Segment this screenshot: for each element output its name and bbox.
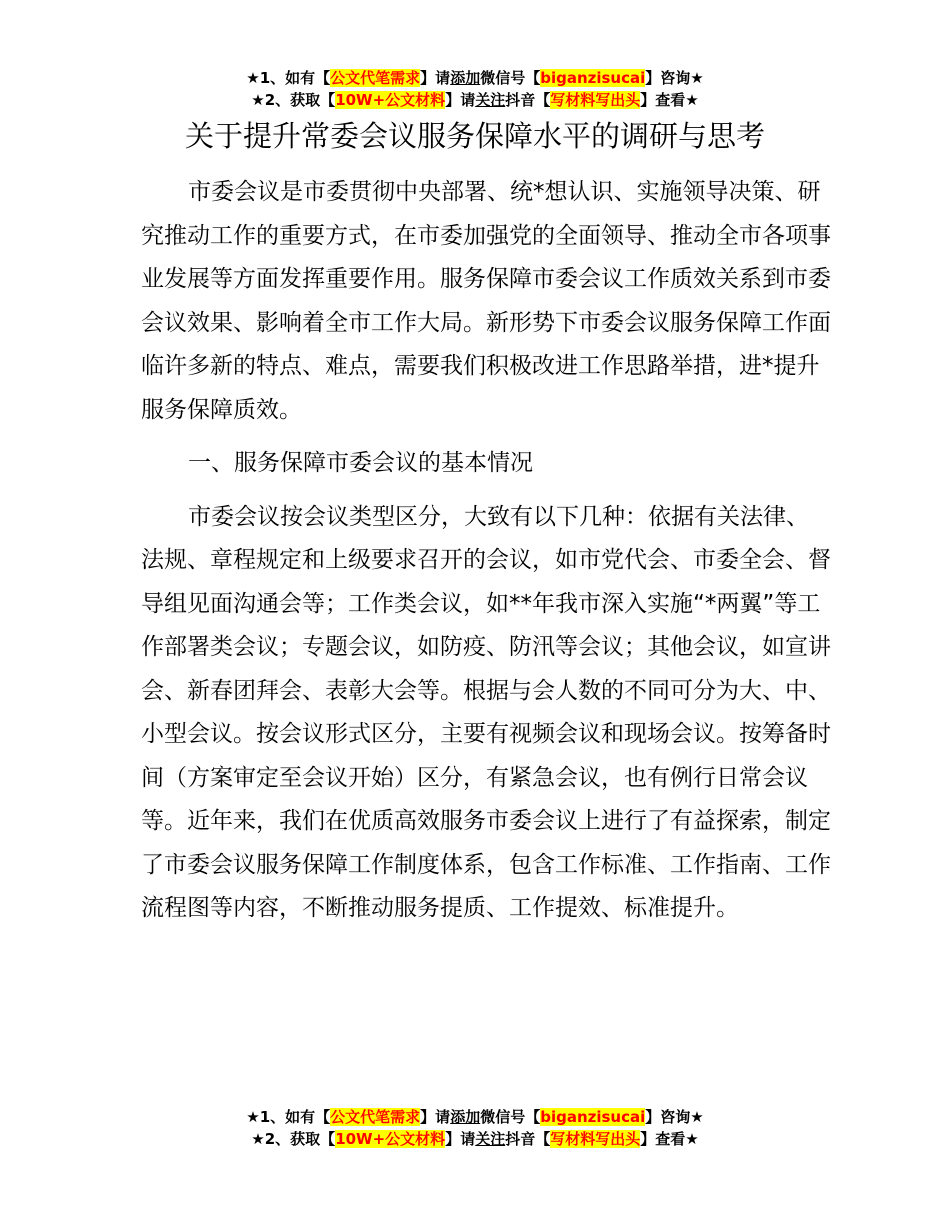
document-body	[141, 171, 831, 931]
promo-line-2: ★2、获取【10W+公文材料】请关注抖音【写材料写出头】查看★	[251, 1130, 699, 1148]
body-paragraph-intro: 市委会议是市委贯彻中央部署、统*想认识、实施领导决策、研究推动工作的重要方式，在市委加强党的全面领导、推动全市各项事业发展等方面发挥重要作用。服务保障市委会议工作质效关系到市委会议效果、影响着全市工作大局。新形势下市委会议服务保障工作面临许多新的特点、难点，需要我们积极改进工作思路举措，进*提升服务保障质效。	[141, 179, 831, 423]
promo-highlight-wechat-id: biganzisucai	[540, 1108, 646, 1126]
promo-highlight-service: 公文代笔需求	[330, 1108, 421, 1126]
promo-line-2: ★2、获取【10W+公文材料】请关注抖音【写材料写出头】查看★	[251, 91, 699, 109]
promo-highlight-douyin: 写材料写出头	[550, 91, 641, 109]
section-heading-1: 一、服务保障市委会议的基本情况	[188, 450, 533, 476]
promo-highlight-service: 公文代笔需求	[330, 69, 421, 87]
top-promo-banner	[0, 67, 950, 111]
bottom-promo-banner	[0, 1106, 950, 1150]
document-title: 关于提升常委会议服务保障水平的调研与思考	[184, 119, 765, 153]
promo-highlight-materials: 10W+公文材料	[335, 1130, 446, 1148]
body-paragraph-section-1: 市委会议按会议类型区分，大致有以下几种：依据有关法律、法规、章程规定和上级要求召开的会议，如市党代会、市委全会、督导组见面沟通会等；工作类会议，如**年我市深入实施“*两翼”等工作部署类会议；专题会议，如防疫、防汛等会议；其他会议，如宣讲会、新春团拜会、表彰大会等。根据与会人数的不同可分为大、中、小型会议。按会议形式区分，主要有视频会议和现场会议。按筹备时间（方案审定至会议开始）区分，有紧急会议，也有例行日常会议等。近年来，我们在优质高效服务市委会议上进行了有益探索，制定了市委会议服务保障工作制度体系，包含工作标准、工作指南、工作流程图等内容，不断推动服务提质、工作提效、标准提升。	[141, 503, 831, 921]
promo-line-1: ★1、如有【公文代笔需求】请添加微信号【biganzisucai】咨询★	[246, 69, 704, 87]
promo-highlight-wechat-id: biganzisucai	[540, 69, 646, 87]
promo-highlight-materials: 10W+公文材料	[335, 91, 446, 109]
promo-line-1: ★1、如有【公文代笔需求】请添加微信号【biganzisucai】咨询★	[246, 1108, 704, 1126]
promo-highlight-douyin: 写材料写出头	[550, 1130, 641, 1148]
